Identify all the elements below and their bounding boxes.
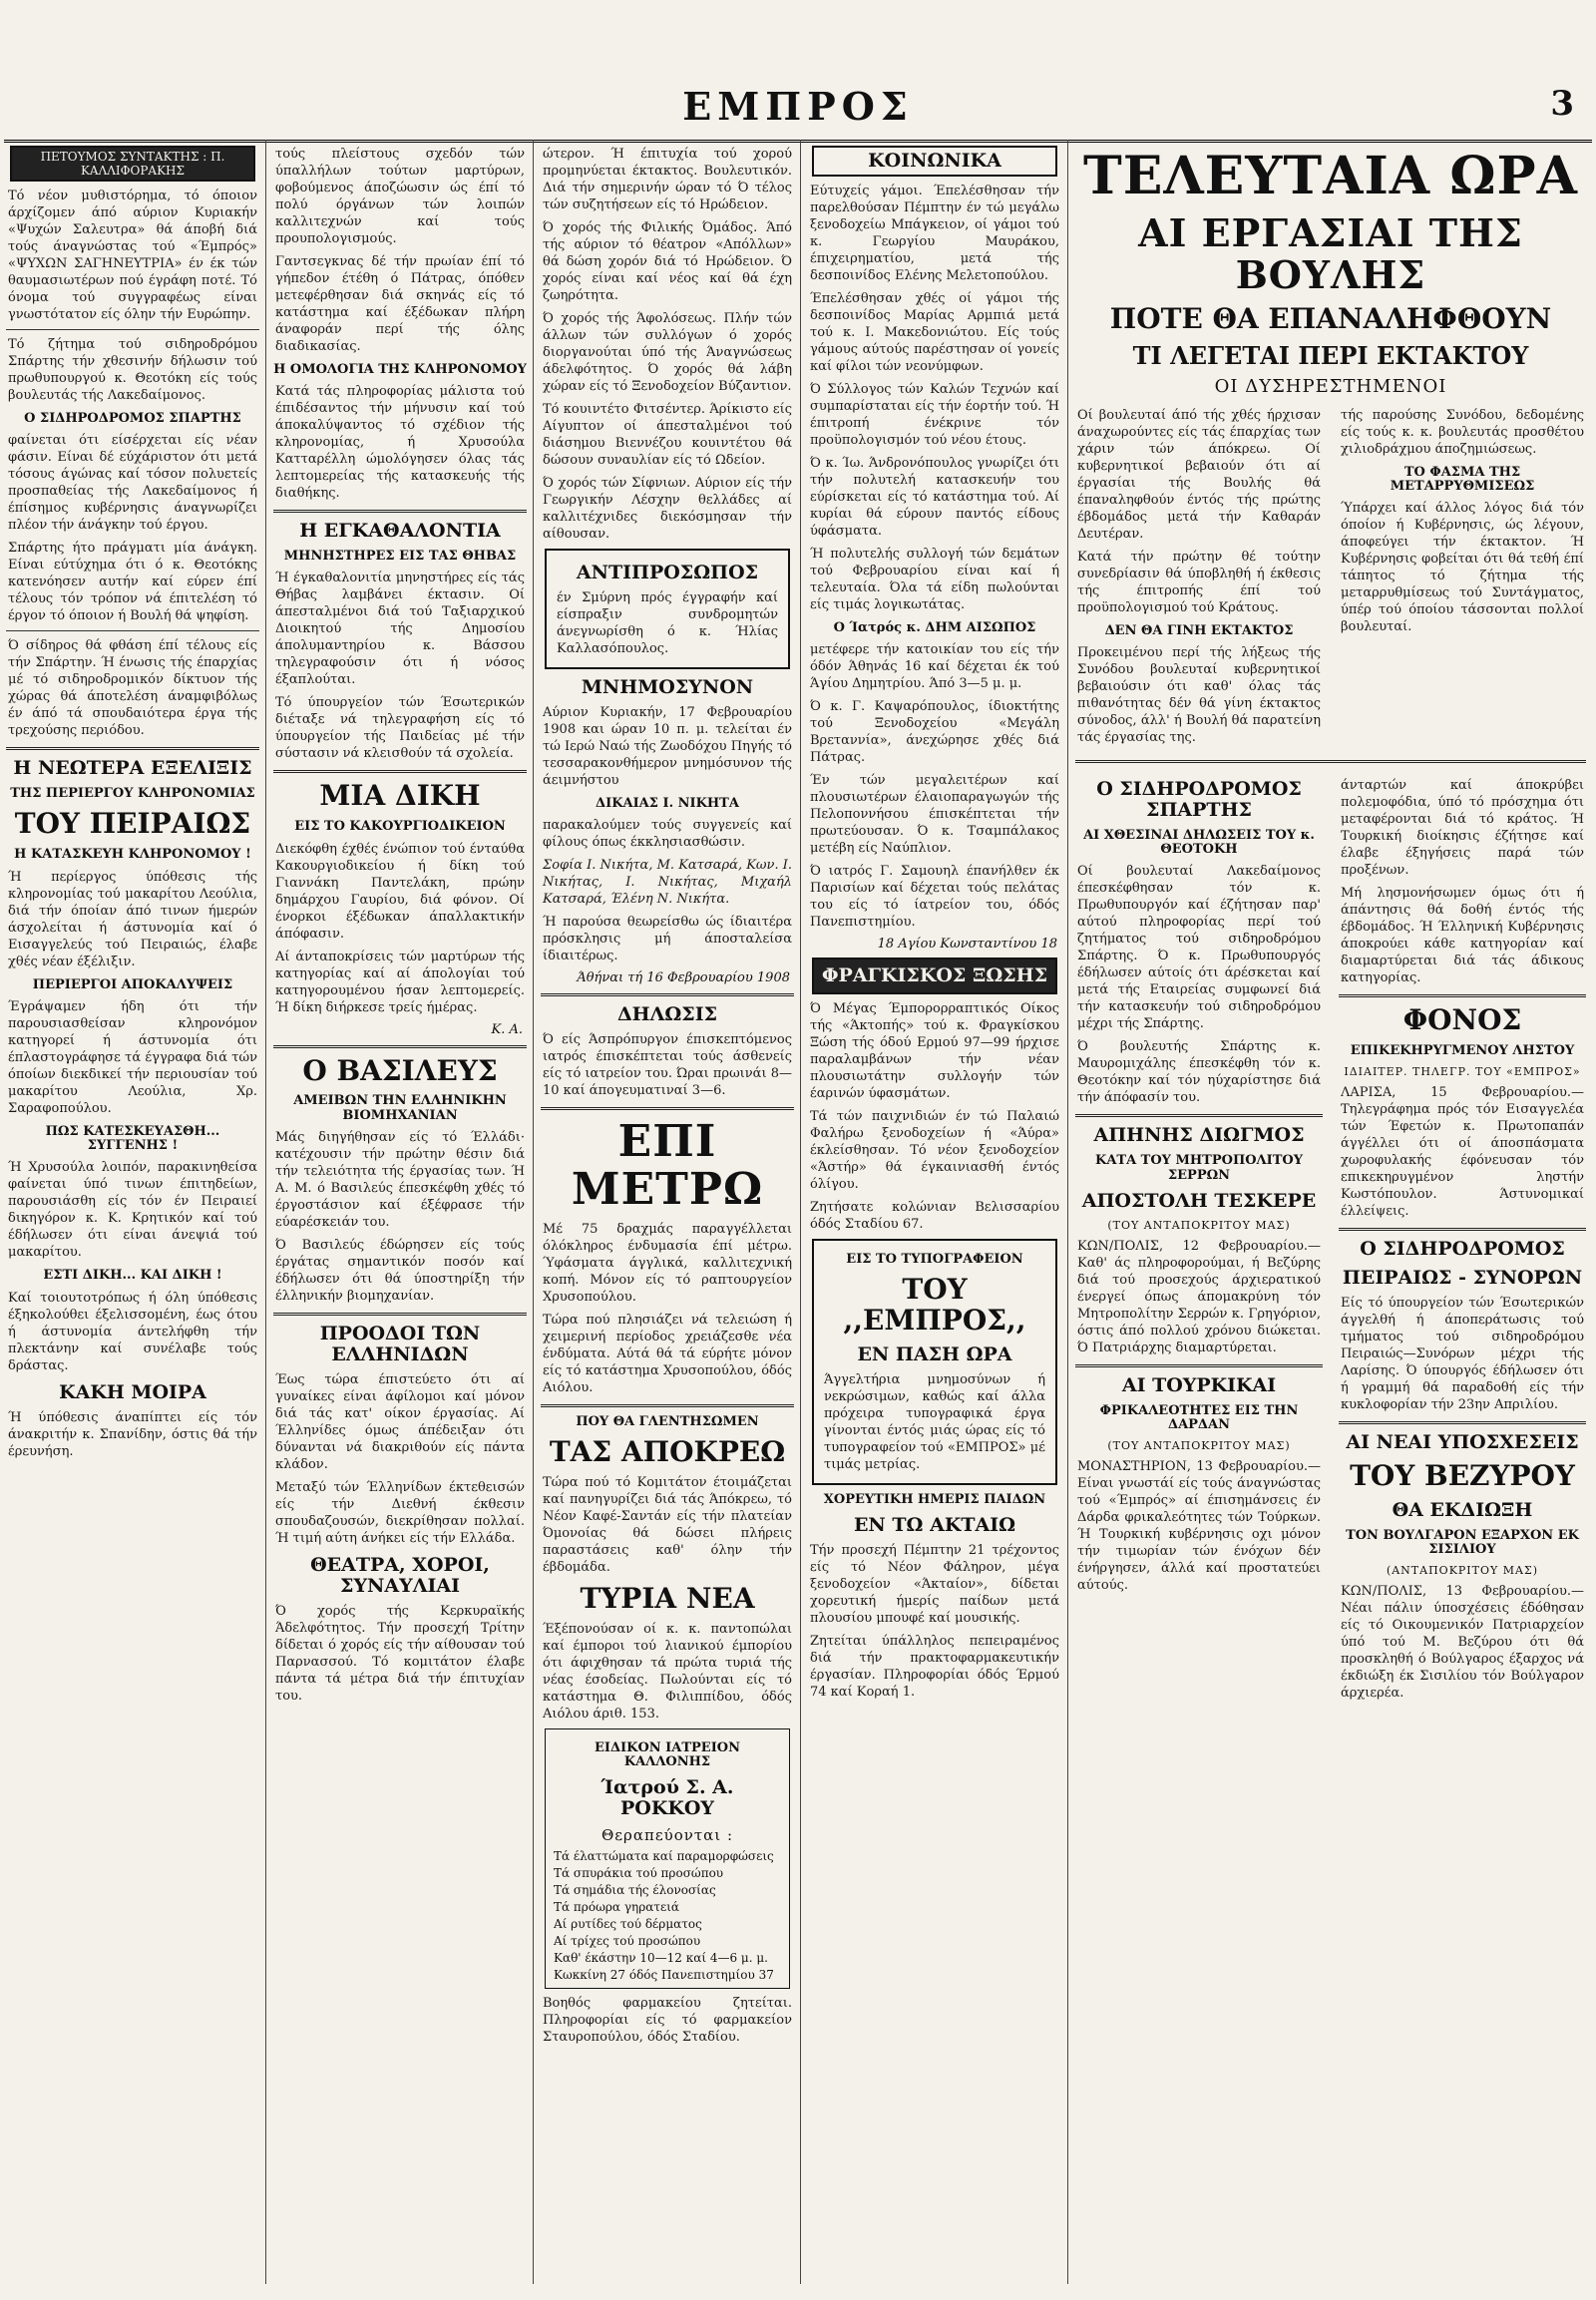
headline: ΑΙ ΤΟΥΡΚΙΚΑΙ (1121, 1373, 1277, 1396)
article-paragraph: Ό είς Άσπρόπυργον έπισκεπτόμενος ιατρός έπισκέπτεται τούς άσθενείς είς τό ιατρείον του. Ώραι πρωινάι 8—10 καί άπογευματιναί 3—6. (543, 1031, 792, 1098)
headline: ΑΝΤΙΠΡΟΣΩΠΟΣ (576, 562, 759, 583)
ad-name: ΦΡΑΓΚΙΣΚΟΣ ΞΩΣΗΣ (821, 964, 1048, 987)
divider (273, 1045, 527, 1048)
print-shop-ad (812, 1239, 1057, 1485)
headline: ΑΠΗΝΗΣ ΔΙΩΓΜΟΣ (1093, 1124, 1305, 1147)
announcement-box (545, 549, 790, 669)
advertisement-banner (812, 958, 1057, 994)
article-paragraph: Τό κουιντέτο Φιτσέντερ. Άρίκιστο είς Αίγυπτον οί άπεσταλμένοι τού διάσημου Βιεννέζου κουιντέτου θά δώσουν συναυλίαν είς τό Ωδείον. (543, 402, 792, 468)
headline: ΜΗΝΗΣΤΗΡΕΣ ΕΙΣ ΤΑΣ ΘΗΒΑΣ (283, 549, 517, 565)
subheadline: ΤΟΝ ΒΟΥΛΓΑΡΟΝ ΕΞΑΡΧΟΝ ΕΚ ΣΙΣΙΛΙΟΥ (1346, 1527, 1579, 1557)
article-paragraph: Τώρα πού πλησιάζει νά τελειώση ή χειμερινή περίοδος χρειάζεσθε νέα ένδύματα. Αύτά θά τά εύρήτε μόνον είς τό κατάστημα Χρυσοπούλου, όδός Αιόλου. (543, 1312, 792, 1395)
article-paragraph: Ή πολυτελής συλλογή τών δεμάτων τού Φεβρουαρίου είναι καί ή τελευταία. Όλα τά είδη πωλούνται είς τιμάς λογικωτάτας. (810, 546, 1059, 612)
section-subheading: Ο ΣΙΔΗΡΟΔΡΟΜΟΣ ΣΠΑΡΤΗΣ (24, 411, 241, 426)
headline: ΘΑ ΕΚΔΙΩΞΗ (1392, 1498, 1533, 1521)
headline: ΕΠΙ ΜΕΤΡΩ (571, 1115, 764, 1216)
ad-list-item: Τά σημάδια τής έλονοσίας (554, 1882, 716, 1897)
article-paragraph: μετέφερε τήν κατοικίαν του είς τήν όδόν Άθηνάς 16 καί δέχεται έκ τού Άγίου Δημητρίου. Άπό 3—5 μ. μ. (810, 642, 1059, 692)
section-title: ΚΟΙΝΩΝΙΚΑ (868, 150, 1001, 172)
article-paragraph: Έπελέσθησαν χθές οί γάμοι τής δεσποινίδος Μαρίας Αρμπιά μετά τού κ. Ι. Μακεδονιώτου. Είς τούς γάμους αύτούς παρέστησαν οί γονείς καί φίλοι τών νεονύμφων. (810, 290, 1059, 374)
article-paragraph: Ό Βασιλεύς έδώρησεν είς τούς έργάτας σημαντικόν ποσόν καί έδήλωσεν ότι θά ύποστηρίξη τήν έλληνικήν βιομηχανίαν. (275, 1237, 525, 1304)
column-divider (265, 140, 266, 2284)
article-paragraph: Είς τό ύπουργείον τών Έσωτερικών άγγελθή ή άποπεράτωσις τού τμήματος τού σιδηροδρόμου Πειραιώς—Συνόρων μέχρι τής Λαρίσης. Ό ύπουργός έδήλωσεν ότι ή γραμμή θά παραδοθή είς τήν κυκλοφορίαν τήν 23ην Απριλίου. (1341, 1296, 1584, 1413)
article-paragraph: Οί βουλευταί Λακεδαίμονος έπεσκέφθησαν τόν κ. Πρωθυπουργόν καί έζήτησαν παρ' αύτού πληροφορίας περί τού ζητήματος τού σιδηροδρόμου Σπάρτης. Ό κ. Πρωθυπουργός έδήλωσεν αύτοίς ότι άρέσκεται καί μετά τής Εταιρείας συμφωνεί διά τήν κατασκευήν τού σιδηροδρόμου μέχρι τής Σπάρτης. (1077, 864, 1321, 1032)
subheadline: ΤΟ ΦΑΣΜΑ ΤΗΣ ΜΕΤΑΡΡΥΘΜΙΣΕΩΣ (1390, 464, 1535, 495)
headline: ΑΙ ΝΕΑΙ ΥΠΟΣΧΕΣΕΙΣ (1346, 1431, 1579, 1454)
headline: ΧΟΡΕΥΤΙΚΗ ΗΜΕΡΙΣ ΠΑΙΔΩΝ (823, 1491, 1046, 1507)
article-paragraph: Εύτυχείς γάμοι. Έπελέσθησαν τήν παρελθούσαν Πέμπτην έν τώ μεγάλω ξενοδοχείω Μπάγκειον, οί γάμοι τού κ. Γεωργίου Μαυράκου, έπιχειρηματίου, μετά τής δεσποινίδος Ελένης Μελετοπούλου. (810, 183, 1059, 283)
article-paragraph: Ό κ. Γ. Καψαρόπουλος, ίδιοκτήτης τού Ξενοδοχείου «Μεγάλη Βρεταννία», άνεχώρησε χθές διά Πάτρας. (810, 699, 1059, 766)
divider (1075, 760, 1586, 763)
signature: Κ. Α. (491, 1021, 523, 1037)
divider (273, 510, 527, 513)
column-1 (2, 140, 263, 2284)
article-paragraph: Βοηθός φαρμακείου ζητείται. Πληροφορίαι είς τό φαρμακείον Σταυροπούλου, όδός Σταδίου. (543, 1995, 792, 2045)
article-paragraph: Αύριον Κυριακήν, 17 Φεβρουαρίου 1908 και ώραν 10 π. μ. τελείται έν τώ Ιερώ Ναώ τής Ζωοδόχου Πηγής τό τεσσαρακονθήμερον μνημόσυνον τής άειμνήστου (543, 704, 792, 788)
headline: ΑΠΟΣΤΟΛΗ ΤΕΣΚΕΡΕ (1081, 1189, 1317, 1212)
article-paragraph: Ή περίεργος ύπόθεσις τής κληρονομίας τού μακαρίτου Λεούλια, διά τήν όποίαν άπό τινων ήμερών άσχολείται ή άστυνομία καί ό Εισαγγελεύς τού Πειραιώς, έλαβε χθές νέαν έξέλιξιν. (8, 869, 257, 969)
headline: ΤΙ ΛΕΓΕΤΑΙ ΠΕΡΙ ΕΚΤΑΚΤΟΥ (1132, 340, 1529, 370)
column-divider (533, 140, 534, 2284)
article-paragraph: Ό ιατρός Γ. Σαμουηλ έπανήλθεν έκ Παρισίων καί δέχεται τούς πελάτας του είς τό ίατρείον του, όδός Πανεπιστημίου. (810, 864, 1059, 931)
subheadline: Η ΟΜΟΛΟΓΙΑ ΤΗΣ ΚΛΗΡΟΝΟΜΟΥ (273, 362, 527, 377)
ad-list-item: Τά πρόωρα γηρατειά (554, 1899, 680, 1914)
article-paragraph: τούς πλείστους σχεδόν τών ύπαλλήλων τούτων μαρτύρων, φοβούμενος άποζώωσιν ώς έπί τό πολύ όργάνων τών λοιπών καλλιτεχνών καί τούς προυπολογισμούς. (275, 147, 525, 246)
section-box (812, 146, 1057, 177)
headline: ΚΑΤΑ ΤΟΥ ΜΗΤΡΟΠΟΛΙΤΟΥ ΣΕΡΡΩΝ (1095, 1153, 1303, 1183)
article-paragraph: Άγγελτήρια μνημοσύνων ή νεκρώσιμων, καθώς καί άλλα πρόχειρα τυπογραφικά έργα γίνονται έντός μιάς ώρας είς τό τυπογραφείον τού «ΕΜΠΡΟΣ» μέ τιμάς μετρίας. (824, 1371, 1045, 1472)
headline: ΤΟΥ ,,ΕΜΠΡΟΣ,, (843, 1273, 1026, 1338)
article-paragraph: Ό χορός τών Σίφνιων. Αύριον είς τήν Γεωργικήν Λέσχην θελλάδες αί καλλιτέχνιδες διεκόσμησαν τήν αίθουσαν. (543, 476, 792, 542)
headline: ΕΠΙΚΕΚΗΡΥΓΜΕΝΟΥ ΛΗΣΤΟΥ (1350, 1042, 1575, 1058)
correspondent-line: (ΑΝΤΑΠΟΚΡΙΤΟΥ ΜΑΣ) (1386, 1564, 1539, 1578)
article-paragraph: Τό ύπουργείον τών Έσωτερικών διέταξε νά τηλεγραφήση είς τό ύπουργείον τής Παιδείας μέ τήν σύστασιν νά κλεισθούν τά σχολεία. (275, 695, 525, 762)
article-paragraph: Έως τώρα έπιστεύετο ότι αί γυναίκες είναι άφίλομοι καί μόνον διά τάς κατ' οίκον έργασίας. Αί Έλληνίδες όμως άπέδειξαν ότι δύνανται νά διακριθούν είς πάντα κλάδον. (275, 1371, 525, 1472)
article-paragraph: Ό κ. Ίω. Άνδρονόπουλος γνωρίζει ότι τήν πολυτελή κατασκευήν του εύρίσκεται είς τό κατάστημα τού. Αί κυρίαι θά εύρουν παντός είδους ύφάσματα. (810, 455, 1059, 539)
headline: ΤΥΡΙΑ ΝΕΑ (580, 1581, 755, 1615)
headline: ΜΝΗΜΟΣΥΝΟΝ (581, 675, 754, 698)
article-paragraph: Ή παρούσα θεωρείσθω ώς ίδιαιτέρα πρόσκλησις μή άποσταλείσα ίδιαιτέρως. (543, 915, 792, 964)
column-3 (537, 140, 798, 2284)
headline: ΕΙΣ ΤΟ ΤΥΠΟΓΡΑΦΕΙΟΝ (846, 1252, 1023, 1268)
article-paragraph: Διεκόφθη έχθές ένώπιον τού ένταύθα Κακουργιοδικείου ή δίκη τού Γιαννάκη Παντελάκη, πρώην δημάρχου Γαυρίου, διά φόνον. Οί ένορκοι έξέδωκαν άπαλλακτικήν άπόφασιν. (275, 841, 525, 942)
headline: ΠΟΥ ΘΑ ΓΛΕΝΤΗΣΩΜΕΝ (576, 1413, 759, 1429)
article-paragraph: ΚΩΝ/ΠΟΛΙΣ, 13 Φεβρουαρίου.— Νέαι πάλιν ύποσχέσεις έδόθησαν είς τό Οικουμενικόν Πατριαρχείον ύπό τού Μ. Βεζύρου ότι θά προσκληθή ό Βούλγαρος έξαρχος νά έκδιώξη έκ Σισιλίου τόν Βούλγαρον άρχιερέα. (1341, 1584, 1584, 1702)
main-headline: ΤΕΛΕΥΤΑΙΑ ΩΡΑ (1083, 146, 1578, 206)
column-divider (800, 140, 801, 2284)
article-paragraph: Κατά τάς πληροφορίας μάλιστα τού έπιδέσαντος τήν μήνυσιν καί τού άποκαλύψαντος τό σχέδιον τής κληρονομίας, ή Χρυσούλα Κατταρέλλη ώμολόγησεν όλας τάς λεπτομερείας τής κατασκευής τής διαθήκης. (275, 384, 525, 502)
correspondent-line: (ΤΟΥ ΑΝΤΑΠΟΚΡΙΤΟΥ ΜΑΣ) (1107, 1218, 1291, 1232)
article-paragraph: Καί τοιουτοτρόπως ή όλη ύπόθεσις έξηκολούθει έξελισσομένη, έως ότου ή άστυνομία άντελήφθη τήν πλεκτάνην καί συνέλαβε τούς δράστας. (8, 1290, 257, 1373)
headline: ΦΟΝΟΣ (1402, 1003, 1522, 1037)
headline: ΑΜΕΙΒΩΝ ΤΗΝ ΕΛΛΗΝΙΚΗΝ ΒΙΟΜΗΧΑΝΙΑΝ (293, 1093, 507, 1123)
ad-list-item: Τά σπυράκια τού προσώπου (554, 1865, 724, 1880)
ad-doctor-name: Ίατρού Σ. Α. ΡΟΚΚΟΥ (600, 1776, 734, 1820)
article-paragraph: Μάς διηγήθησαν είς τό Έλλάδι· κατέχουσιν τήν πρώτην θέσιν διά τήν τελειότητα τής έργασίας των. Ή Α. Μ. ό Βασιλεύς έπεσκέφθη χθές τό έργοστάσιον καί έξέφρασε τήν εύαρέσκειάν του. (275, 1129, 525, 1230)
page-number: 3 (1550, 84, 1574, 124)
masthead (0, 0, 1596, 128)
divider (273, 1313, 527, 1316)
article-paragraph: Έν τών μεγαλειτέρων καί πλουσιωτέρων έλαιοπαραγωγών τής Πελοποννήσου έπισκέπτεται τήν πρωτεύουσαν. Ό κ. Τσαμπάλακος μετέβη είς Ναύπλιον. (810, 773, 1059, 857)
article-paragraph: Μέ 75 δραχμάς παραγγέλλεται όλόκληρος ένδυμασία έπί μέτρω. Ύφάσματα άγγλικά, καλλιτεχνική κοπή. Μόνον είς τό ραπτουργείον Χρυσοπούλου. (543, 1221, 792, 1305)
subheadline: ΠΕΡΙΕΡΓΟΙ ΑΠΟΚΑΛΥΨΕΙΣ (32, 976, 233, 992)
article-paragraph: Ύπάρχει καί άλλος λόγος διά τόν όποίον ή Κυβέρνησις, ώς λέγουν, άποφεύγει τήν έκτακτον. Ή Κυβέρνησις φοβείται ότι θά τεθή έπί τάπητος τό ζήτημα τής μεταρρυθμίσεως τού Συντάγματος, ύπέρ τού όποίου τάσσονται πολλοί βουλευταί. (1341, 501, 1584, 635)
article-paragraph: ΜΟΝΑΣΤΗΡΙΟΝ, 13 Φεβρουαρίου.— Είναι γνωστάί είς τούς άναγνώστας τού «Έμπρός» αί έπισημάνσεις έν Δάρδα φρικαλεότητες τών Τούρκων. Ή Τουρκική κυβέρνησις οχι μόνον τήν τιμωρίαν τών ένόχων δέν ένήργησεν, άλλά καί προστατεύει αύτούς. (1077, 1459, 1321, 1594)
headline: ΠΟΤΕ ΘΑ ΕΠΑΝΑΛΗΦΘΟΥΝ (1109, 301, 1552, 335)
article-paragraph: Ή έγκαθαλονιτία μηνηστήρες είς τάς Θήβας λαμβάνει έκτασιν. Οί άπεσταλμένοι διά τού Ταξιαρχικού Διοικητού τής Δημοσίου άπολυμαντηρίου κ. Βάσσου τηλεγραφούσιν ότι ή νόσος έξαπλούται. (275, 571, 525, 688)
correspondent-line: ΙΔΙΑΙΤΕΡ. ΤΗΛΕΓΡ. ΤΟΥ «ΕΜΠΡΟΣ» (1344, 1065, 1581, 1079)
newspaper-title: ΕΜΠΡΟΣ (682, 84, 914, 129)
main-headline: ΑΙ ΕΡΓΑΣΙΑΙ ΤΗΣ ΒΟΥΛΗΣ (1138, 210, 1523, 297)
memorial-name: ΔΙΚΑΙΑΣ Ι. ΝΙΚΗΤΑ (596, 795, 739, 811)
column-2 (269, 140, 531, 2284)
divider (541, 993, 794, 996)
headline: ΕΙΣ ΤΟ ΚΑΚΟΥΡΓΙΟΔΙΚΕΙΟΝ (294, 819, 506, 835)
article-paragraph: Σπάρτης ήτο πράγματι μία άνάγκη. Είναι εύτύχημα ότι ό κ. Θεοτόκης κατενόησεν αυτήν καί εύρεν έπί τέλους τόν τρόπον νά έπιτελέση τό έργον τό όποιον ή Βουλή θά ψηφίση. (8, 541, 257, 624)
divider (541, 1404, 794, 1407)
article-paragraph: Κατά τήν πρώτην θέ τούτην συνεδρίασιν θά ύποβληθή ή έκθεσις τής έπιτροπής έπί τού προϋπολογισμού τού Κράτους. (1077, 549, 1321, 615)
two-column-section (1071, 771, 1590, 1708)
article-paragraph: Ό σίδηρος θά φθάση έπί τέλους είς τήν Σπάρτην. Ή ένωσις τής έπαρχίας μέ τό σιδηροδρομικόν δίκτυον τής χώρας θά άποτελέση άναμφιβόλως έν άπό τά σπουδαιότερα έργα τής τρεχούσης περιόδου. (8, 638, 257, 739)
headline: ΔΗΛΩΣΙΣ (616, 1003, 718, 1026)
article-paragraph: Ό βουλευτής Σπάρτης κ. Μαυρομιχάλης έπεσκέφθη τόν κ. Θεοτόκην καί τόν ηύχαρίστησε διά τήν άπόφασίν του. (1077, 1039, 1321, 1106)
divider (1339, 994, 1586, 997)
column-divider (1067, 140, 1068, 2284)
article-paragraph: άνταρτών καί άποκρύβει πολεμοφόδια, ύπό τό πρόσχημα ότι μεταφέρονται διά τό κράτος. Ή Τουρκική διοίκησις έζήτησε καί έλαβε έξηγήσεις παρά τών προξένων. (1341, 778, 1584, 879)
subheadline: ΕΣΤΙ ΔΙΚΗ... ΚΑΙ ΔΙΚΗ ! (43, 1268, 222, 1284)
article-paragraph: ΚΩΝ/ΠΟΛΙΣ, 12 Φεβρουαρίου.— Καθ' άς πληροφορούμαι, ή Βεζύρης διά τού προσεχούς άρχιερατικού ένεργεί όπως άπομακρύνη τόν Μητροπολίτην Σερρών κ. Γρηγόριον, όστις άπό πολλού χρόνου διώκεται. Ό Πατριάρχης διαμαρτύρεται. (1077, 1238, 1321, 1355)
divider (541, 1107, 794, 1110)
article-paragraph: Ζητήσατε κολώνιαν Βελισσαρίου όδός Σταδίου 67. (810, 1200, 1059, 1233)
divider (273, 770, 527, 773)
article-paragraph: τής παρούσης Συνόδου, δεδομένης είς τούς κ. κ. βουλευτάς προσθέτου χιλιοδράχμου άποζημιώσεως. (1341, 407, 1584, 457)
article-paragraph: φαίνεται ότι είσέρχεται είς νέαν φάσιν. Είναι δέ εύχάριστον ότι μετά τόσους άγώνας καί τόσον πολυετείς προσπαθείας τής Λακεδαίμονος ή έπίσημος κυβέρνησις άναγνωρίζει πλέον τήν άνάγκην τού έργου. (8, 433, 257, 534)
article-paragraph: Έγράψαμεν ήδη ότι τήν παρουσιασθείσαν κληρονόμον κατηγορεί ή άστυνομία ότι έπλαστογράφησε τά έγγραφα διά τών όποίων διεκδικεί τήν περιουσίαν τού μακαρίτου Λεούλια, Χρ. Σαραφοπούλου. (8, 998, 257, 1116)
divider (6, 747, 259, 750)
article-paragraph: Τό νέον μυθιστόρημα, τό όποιον άρχίζομεν άπό αύριον Κυριακήν «Ψυχών Σαλευτρα» θά άποβή διά τούς άναγνώστας τού «Έμπρός» «ΨΥΧΩΝ ΣΑΓΗΝΕΥΤΡΙΑ» έν έκ τών θαυμασιωτέρων πού έγράφη ποτέ. Τό όνομα τού συγγραφέως είναι γνωστότατον είς όλην τήν Ευρώπην. (8, 189, 257, 322)
article-paragraph: Προκειμένου περί τής λήξεως τής Συνόδου βουλευταί κυβερνητικοί βεβαιούσιν ότι καθ' όλας τάς πιθανότητας δέν θά γίνη έκτακτος σύνοδος, άλλ' ή Βουλή θά παρατείνη τάς έργασίας της. (1077, 645, 1321, 746)
headline: Ο ΣΙΔΗΡΟΔΡΟΜΟΣ (1360, 1238, 1565, 1261)
headline: ΑΙ ΧΘΕΣΙΝΑΙ ΔΗΛΩΣΕΙΣ ΤΟΥ κ. ΘΕΟΤΟΚΗ (1083, 827, 1315, 858)
article-paragraph: Τήν προσεχή Πέμπτην 21 τρέχοντος είς τό Νέον Φάληρον, μέγα ξενοδοχείον «Άκταίον», δίδεται χορευτική ήμερίς παίδων μετά πλουσίου μπουφέ καί μουσικής. (810, 1543, 1059, 1627)
article-paragraph: Ό χορός τής Κερκυραϊκής Άδελφότητος. Τήν προσεχή Τρίτην δίδεται ό χορός είς τήν αίθουσαν τού Παρνασσού. Τό κομιτάτον έλαβε πάντα τά μέτρα διά τήν έπιτυχίαν του. (275, 1603, 525, 1704)
column-header: ΠΕΤΟΥΜΟΣ ΣΥΝΤΑΚΤΗΣ : Π. ΚΑΛΛΙΦΟΡΑΚΗΣ (10, 146, 255, 182)
ad-title: ΕΙΔΙΚΟΝ ΙΑΤΡΕΙΟΝ ΚΑΛΛΟΝΗΣ (594, 1739, 740, 1769)
family-names: Σοφία Ι. Νικήτα, Μ. Κατσαρά, Κων. Ι. Νικήτας, Ι. Νικήτας, Μιχαήλ Κατσαρά, Έλένη Ν. Νικήτα. (543, 858, 792, 908)
article-paragraph: Οί βουλευταί άπό τής χθές ήρχισαν άναχωρούντες είς τάς έπαρχίας των χάριν τών άπόκρεω. Οί κυβερνητικοί βεβαιούν ότι αί έργασίαι τής Βουλής θά έπαναληφθούν έντός τής πρώτης έβδομάδος μετά τήν Καθαράν Δευτέραν. (1077, 407, 1321, 542)
article-paragraph: Τώρα πού τό Κομιτάτον έτοιμάζεται καί πανηγυρίζει διά τάς Άπόκρεω, τό Νέον Καφέ-Σαντάν είς τήν πλατείαν Όμονοίας θά δώσει πλήρεις παραστάσεις καθ' όλην τήν έβδομάδα. (543, 1474, 792, 1575)
headline: ΤΟΥ ΠΕΙΡΑΙΩΣ (14, 807, 251, 841)
headline: ΠΕΙΡΑΙΩΣ - ΣΥΝΟΡΩΝ (1342, 1267, 1583, 1290)
column-4 (804, 140, 1065, 2284)
headline: ΠΡΟΟΔΟΙ ΤΩΝ ΕΛΛΗΝΙΔΩΝ (319, 1322, 481, 1365)
divider (6, 329, 259, 330)
headline: ΚΑΚΗ ΜΟΙΡΑ (59, 1380, 206, 1403)
ad-list-item: Αί τρίχες τού προσώπου (554, 1933, 701, 1948)
article-paragraph: Ζητείται ύπάλληλος πεπειραμένος διά τήν πρακτοφαρμακευτικήν έργασίαν. Πληροφορίαι όδός Έρμού 74 καί Κοραή 1. (810, 1634, 1059, 1701)
divider (1339, 1228, 1586, 1231)
article-paragraph: Έξέπονούσαν οί κ. κ. παντοπώλαι καί έμποροι τού λιανικού έμπορίου ότι άφιχθησαν τά πρώτα τυριά τής νέας έσοδείας. Πωλούνται είς τό κατάστημα Θ. Φιλιππίδου, όδός Αιόλου άριθ. 153. (543, 1621, 792, 1722)
column-5 (1071, 140, 1590, 2284)
subheadline: Ο Ίατρός κ. ΔΗΜ ΑΙΣΩΠΟΣ (833, 619, 1036, 635)
dateline: Άθήναι τή 16 Φεβρουαρίου 1908 (577, 970, 790, 986)
article-paragraph: Αί άνταποκρίσεις τών μαρτύρων τής κατηγορίας καί αί άπολογίαι τού κατηγορουμένου ήσαν λεπτομερείς. Ή δίκη διήρκεσε τρείς ήμέρας. (275, 949, 525, 1015)
article-paragraph: Μή λησμονήσωμεν όμως ότι ή άπάντησις θά δοθή έντός τής έβδομάδος. Ή Έλληνική Κυβέρνησις άποκρούει κάθε κατηγορίαν καί διαμαρτύρεται διά τάς άδικους κατηγορίας. (1341, 886, 1584, 986)
two-column-section (1071, 401, 1590, 752)
article-paragraph: Μεταξύ τών Έλληνίδων έκτεθεισών είς τήν Διεθνή έκθεσιν σπουδαζουσών, διεκρίθησαν πολλαί. Ή τιμή αύτη άνήκει είς τήν Ελλάδα. (275, 1479, 525, 1546)
article-paragraph: Ό Σύλλογος τών Καλών Τεχνών καί συμπαρίσταται είς τήν έορτήν τού. Ή έπιτροπή ένέκρινε τόν προϋπολογισμόν τού νέου έτους. (810, 381, 1059, 448)
article-paragraph: παρακαλούμεν τούς συγγενείς καί φίλους όπως έκκλησιασθώσιν. (543, 818, 792, 851)
headline: ΕΝ ΠΑΣΗ ΩΡΑ (857, 1342, 1012, 1365)
article-paragraph: έν Σμύρνη πρός έγγραφήν καί είσπραξιν συνδρομητών άνεγνωρίσθη ό κ. Ήλίας Καλλασόπουλος. (557, 589, 778, 656)
article-paragraph: ΛΑΡΙΣΑ, 15 Φεβρουαρίου.— Τηλεγράφημα πρός τόν Εισαγγελέα τών Έφετών κ. Πρωτοπαπάν άγγέλλει ότι οί άποσπάσματα χωροφυλακής έφόνευσαν τόν επικεκηρυγμένον ληστήν Κωστόπουλον. Άστυνομικαί έλλείψεις. (1341, 1085, 1584, 1220)
article-paragraph: Γαντσεγκνας δέ τήν πρωίαν έπί τό γήπεδον έτέθη ό Πάτρας, όπόθεν μετεφέρθησαν διά σκηνάς είς τό κατάστημα καί έξέδωκαν πλήρη άναφοράν περί τής όλης διαδικασίας. (275, 254, 525, 354)
headline: ΤΑΣ ΑΠΟΚΡΕΩ (549, 1435, 786, 1469)
ad-hours: Καθ' έκάστην 10—12 καί 4—6 μ. μ. Κωκκίνη 27 όδός Πανεπιστημίου 37 (554, 1950, 774, 1982)
article-paragraph: Ή Χρυσούλα λοιπόν, παρακινηθείσα φαίνεται ύπό τινων έπιτηδείων, παρουσιάσθη είς τόν έν Πειραιεί δικηγόρον κ. Κ. Κρητικόν καί τού έδήλωσεν ότι είναι άνεψιά τού μακαρίτου. (8, 1160, 257, 1261)
ad-subtitle: Θεραπεύονται : (600, 1826, 734, 1845)
article-paragraph: Ό χορός τής Φιλικής Όμάδος. Άπό τής αύριον τό θέατρον «Απόλλων» θά δώση χορόν διά τό Ηρώδειον. Ό χορός είναι καί νέος καί θά έχη ζωηρότητα. (543, 220, 792, 303)
article-paragraph: Ή ύπόθεσις άναπίπτει είς τόν άνακριτήν κ. Σπανίδην, όστις θά τήν έρευνήση. (8, 1409, 257, 1459)
subheadline: ΔΕΝ ΘΑ ΓΙΝΗ ΕΚΤΑΚΤΟΣ (1104, 622, 1294, 638)
headline: ΜΙΑ ΔΙΚΗ (319, 779, 481, 813)
ad-list-item: Αί ρυτίδες τού δέρματος (554, 1916, 702, 1931)
article-paragraph: Ό Μέγας Έμπορορραπτικός Οίκος τής «Άκτοπής» τού κ. Φραγκίσκου Ξώση τής όδού Ερμού 97—99 ήρχισε παραλαμβάνων τήν νέαν πλουσιωτάτην συλλογήν τών έαρινών ύφασμάτων. (810, 1001, 1059, 1102)
divider (1075, 1114, 1323, 1117)
headline: Ο ΒΑΣΙΛΕΥΣ (302, 1053, 498, 1087)
article-paragraph: ώτερον. Ή έπιτυχία τού χορού προμηνύεται έκτακτος. Βουλευτικόν. Διά τήν σημερινήν ώραν τό Ό τέλος τών συζητήσεων είς τό Ηρώδειον. (543, 147, 792, 212)
ad-list-item: Τά έλαττώματα καί παραμορφώσεις (554, 1848, 774, 1863)
divider (1339, 1421, 1586, 1424)
headline: ΦΡΙΚΑΛΕΟΤΗΤΕΣ ΕΙΣ ΤΗΝ ΔΑΡΔΑΝ (1099, 1402, 1299, 1433)
headline: Ο ΣΙΔΗΡΟΔΡΟΜΟΣ ΣΠΑΡΤΗΣ (1096, 778, 1302, 821)
headline: ΤΟΥ ΒΕΖΥΡΟΥ (1350, 1458, 1575, 1492)
subheadline: ΟΙ ΔΥΣΗΡΕΣΤΗΜΕΝΟΙ (1214, 375, 1447, 397)
article-paragraph: Ό χορός τής Άφολόσεως. Πλήν τών άλλων τών συλλόγων ό χορός διοργανούται ύπό τής Άναγνώσεως άδελφότητος. Ό χορός θά λάβη χώραν είς τό Ξενοδοχείον Βύζαντιον. (543, 311, 792, 394)
doctor-advertisement (545, 1728, 790, 1989)
headline: ΕΝ ΤΩ ΑΚΤΑΙΩ (853, 1514, 1016, 1537)
headline: Η ΕΓΚΑΘΑΛΟΝΤΙΑ (299, 520, 501, 543)
subheadline: ΠΩΣ ΚΑΤΕΣΚΕΥΑΣΘΗ... ΣΥΓΓΕΝΗΣ ! (45, 1123, 220, 1154)
headline: Η ΝΕΩΤΕΡΑ ΕΞΕΛΙΞΙΣ (13, 757, 252, 780)
article-paragraph: Τά τών παιχνιδιών έν τώ Παλαιώ Φαλήρω ξενοδοχείων ή «Άύρα» έκλείσθησαν. Τό νέον ξενοδοχείον «Άστήρ» θά έγκαινιασθή έντός όλίγου. (810, 1109, 1059, 1193)
divider (6, 630, 259, 631)
divider (1075, 1364, 1323, 1367)
headline: ΤΗΣ ΠΕΡΙΕΡΓΟΥ ΚΛΗΡΟΝΟΜΙΑΣ (10, 786, 255, 802)
correspondent-line: (ΤΟΥ ΑΝΤΑΠΟΚΡΙΤΟΥ ΜΑΣ) (1107, 1439, 1291, 1453)
headline: ΘΕΑΤΡΑ, ΧΟΡΟΙ, ΣΥΝΑΥΛΙΑΙ (310, 1553, 490, 1597)
address-line: 18 Αγίου Κωνσταντίνου 18 (877, 937, 1057, 953)
article-paragraph: Τό ζήτημα τού σιδηροδρόμου Σπάρτης τήν χθεσινήν δήλωσιν τού πρωθυπουργού κ. Θεοτόκη είς τούς βουλευτάς τής Λακεδαίμονος. (8, 337, 257, 403)
subheadline: Η ΚΑΤΑΣΚΕΥΗ ΚΛΗΡΟΝΟΜΟΥ ! (14, 847, 251, 863)
